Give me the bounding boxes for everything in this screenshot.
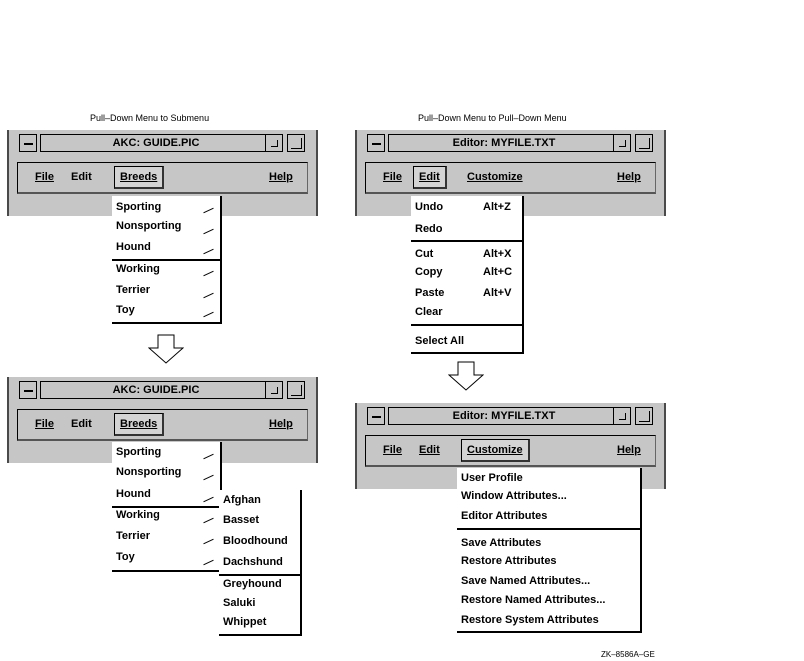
down-arrow-icon xyxy=(148,334,184,364)
menu-item-nonsporting[interactable]: Nonsporting xyxy=(116,220,182,232)
maximize-button[interactable] xyxy=(635,134,653,152)
minimize-button[interactable] xyxy=(265,381,283,399)
menu-breeds[interactable]: Breeds xyxy=(114,166,164,189)
maximize-button[interactable] xyxy=(287,134,305,152)
menu-item-select-all[interactable]: Select All xyxy=(415,335,465,347)
title-bar xyxy=(357,130,664,156)
minimize-icon xyxy=(619,413,626,420)
down-arrow-icon xyxy=(448,361,484,391)
menu-help[interactable]: Help xyxy=(269,171,293,183)
menu-file[interactable]: File xyxy=(35,171,54,183)
cascade-icon xyxy=(203,558,213,564)
shortcut-undo: Alt+Z xyxy=(483,201,511,213)
menu-item-undo[interactable]: Undo xyxy=(415,201,444,213)
menu-customize[interactable]: Customize xyxy=(461,439,530,462)
submenu-item-bloodhound[interactable]: Bloodhound xyxy=(223,535,288,547)
menu-edit[interactable]: Edit xyxy=(71,171,92,183)
menu-separator xyxy=(457,528,640,530)
menu-item-toy[interactable]: Toy xyxy=(116,551,135,563)
menu-item-user-profile[interactable]: User Profile xyxy=(461,472,523,484)
menu-item-editor-attributes[interactable]: Editor Attributes xyxy=(461,510,548,522)
menu-item-save-named-attributes[interactable]: Save Named Attributes... xyxy=(461,575,591,587)
submenu-item-saluki[interactable]: Saluki xyxy=(223,597,256,609)
menu-item-restore-system-attributes[interactable]: Restore System Attributes xyxy=(461,614,599,626)
submenu-item-greyhound[interactable]: Greyhound xyxy=(223,578,282,590)
menu-help[interactable]: Help xyxy=(617,444,641,456)
cascade-icon xyxy=(203,269,213,275)
menu-breeds[interactable]: Breeds xyxy=(114,413,164,436)
shortcut-paste: Alt+V xyxy=(483,287,512,299)
minimize-button[interactable] xyxy=(613,407,631,425)
menu-help[interactable]: Help xyxy=(617,171,641,183)
menu-item-cut[interactable]: Cut xyxy=(415,248,434,260)
menu-separator xyxy=(411,324,522,326)
cascade-icon xyxy=(203,247,213,253)
submenu-item-whippet[interactable]: Whippet xyxy=(223,616,267,628)
window-menu-icon xyxy=(24,390,33,392)
minimize-icon xyxy=(271,140,278,147)
breeds-menu-top xyxy=(112,196,222,324)
cascade-icon xyxy=(203,495,213,501)
shortcut-cut: Alt+X xyxy=(483,248,512,260)
maximize-button[interactable] xyxy=(287,381,305,399)
breeds-menu-bottom xyxy=(112,442,222,572)
menu-bar xyxy=(17,162,308,194)
maximize-icon xyxy=(291,385,302,396)
menu-edit[interactable]: Edit xyxy=(419,444,440,456)
maximize-icon xyxy=(291,138,302,149)
menu-item-hound[interactable]: Hound xyxy=(116,488,151,500)
menu-item-nonsporting[interactable]: Nonsporting xyxy=(116,466,182,478)
maximize-icon xyxy=(639,411,650,422)
menu-item-terrier[interactable]: Terrier xyxy=(116,284,151,296)
menu-item-toy[interactable]: Toy xyxy=(116,304,135,316)
menu-bar xyxy=(365,162,656,194)
cascade-icon xyxy=(203,206,213,212)
customize-menu xyxy=(457,468,642,633)
submenu-item-basset[interactable]: Basset xyxy=(223,514,260,526)
shortcut-copy: Alt+C xyxy=(483,266,513,278)
window-menu-icon xyxy=(372,143,381,145)
menu-separator xyxy=(411,240,522,242)
menu-file[interactable]: File xyxy=(383,171,402,183)
menu-item-working[interactable]: Working xyxy=(116,509,160,521)
cascade-icon xyxy=(203,452,213,458)
figure-code: ZK–8586A–GE xyxy=(601,650,655,659)
window-menu-button[interactable] xyxy=(19,381,37,399)
menu-item-save-attributes[interactable]: Save Attributes xyxy=(461,537,542,549)
menu-item-hound[interactable]: Hound xyxy=(116,241,151,253)
cascade-icon xyxy=(203,227,213,233)
maximize-icon xyxy=(639,138,650,149)
window-title: AKC: GUIDE.PIC xyxy=(40,381,272,399)
window-menu-button[interactable] xyxy=(367,407,385,425)
caption-left: Pull–Down Menu to Submenu xyxy=(90,113,210,123)
title-bar xyxy=(357,403,664,429)
window-title: Editor: MYFILE.TXT xyxy=(388,407,620,425)
title-bar xyxy=(9,130,316,156)
menu-item-restore-named-attributes[interactable]: Restore Named Attributes... xyxy=(461,594,606,606)
window-menu-button[interactable] xyxy=(367,134,385,152)
menu-item-sporting[interactable]: Sporting xyxy=(116,446,162,458)
menu-file[interactable]: File xyxy=(383,444,402,456)
caption-right: Pull–Down Menu to Pull–Down Menu xyxy=(418,113,567,123)
menu-item-paste[interactable]: Paste xyxy=(415,287,445,299)
menu-item-terrier[interactable]: Terrier xyxy=(116,530,151,542)
cascade-icon xyxy=(203,310,213,316)
window-menu-icon xyxy=(372,416,381,418)
menu-file[interactable]: File xyxy=(35,418,54,430)
menu-item-window-attributes[interactable]: Window Attributes... xyxy=(461,490,567,502)
menu-item-copy[interactable]: Copy xyxy=(415,266,443,278)
hound-submenu xyxy=(219,490,302,636)
minimize-button[interactable] xyxy=(613,134,631,152)
window-title: Editor: MYFILE.TXT xyxy=(388,134,620,152)
maximize-button[interactable] xyxy=(635,407,653,425)
menu-separator xyxy=(112,259,220,261)
menu-customize[interactable]: Customize xyxy=(467,171,523,183)
menu-edit[interactable]: Edit xyxy=(71,418,92,430)
window-menu-button[interactable] xyxy=(19,134,37,152)
cascade-icon xyxy=(203,516,213,522)
minimize-icon xyxy=(271,387,278,394)
minimize-icon xyxy=(619,140,626,147)
cascade-icon xyxy=(203,473,213,479)
cascade-icon xyxy=(203,537,213,543)
edit-menu xyxy=(411,196,524,354)
menu-item-sporting[interactable]: Sporting xyxy=(116,201,162,213)
window-title: AKC: GUIDE.PIC xyxy=(40,134,272,152)
menu-item-restore-attributes[interactable]: Restore Attributes xyxy=(461,555,557,567)
menu-separator xyxy=(112,506,220,508)
menu-help[interactable]: Help xyxy=(269,418,293,430)
window-menu-icon xyxy=(24,143,33,145)
menu-item-clear[interactable]: Clear xyxy=(415,306,443,318)
menu-bar xyxy=(17,409,308,441)
title-bar xyxy=(9,377,316,403)
menu-item-working[interactable]: Working xyxy=(116,263,160,275)
minimize-button[interactable] xyxy=(265,134,283,152)
submenu-item-afghan[interactable]: Afghan xyxy=(223,494,261,506)
cascade-icon xyxy=(203,291,213,297)
menu-bar xyxy=(365,435,656,467)
menu-edit[interactable]: Edit xyxy=(413,166,447,189)
menu-separator xyxy=(219,574,300,576)
submenu-item-dachshund[interactable]: Dachshund xyxy=(223,556,283,568)
menu-item-redo[interactable]: Redo xyxy=(415,223,443,235)
